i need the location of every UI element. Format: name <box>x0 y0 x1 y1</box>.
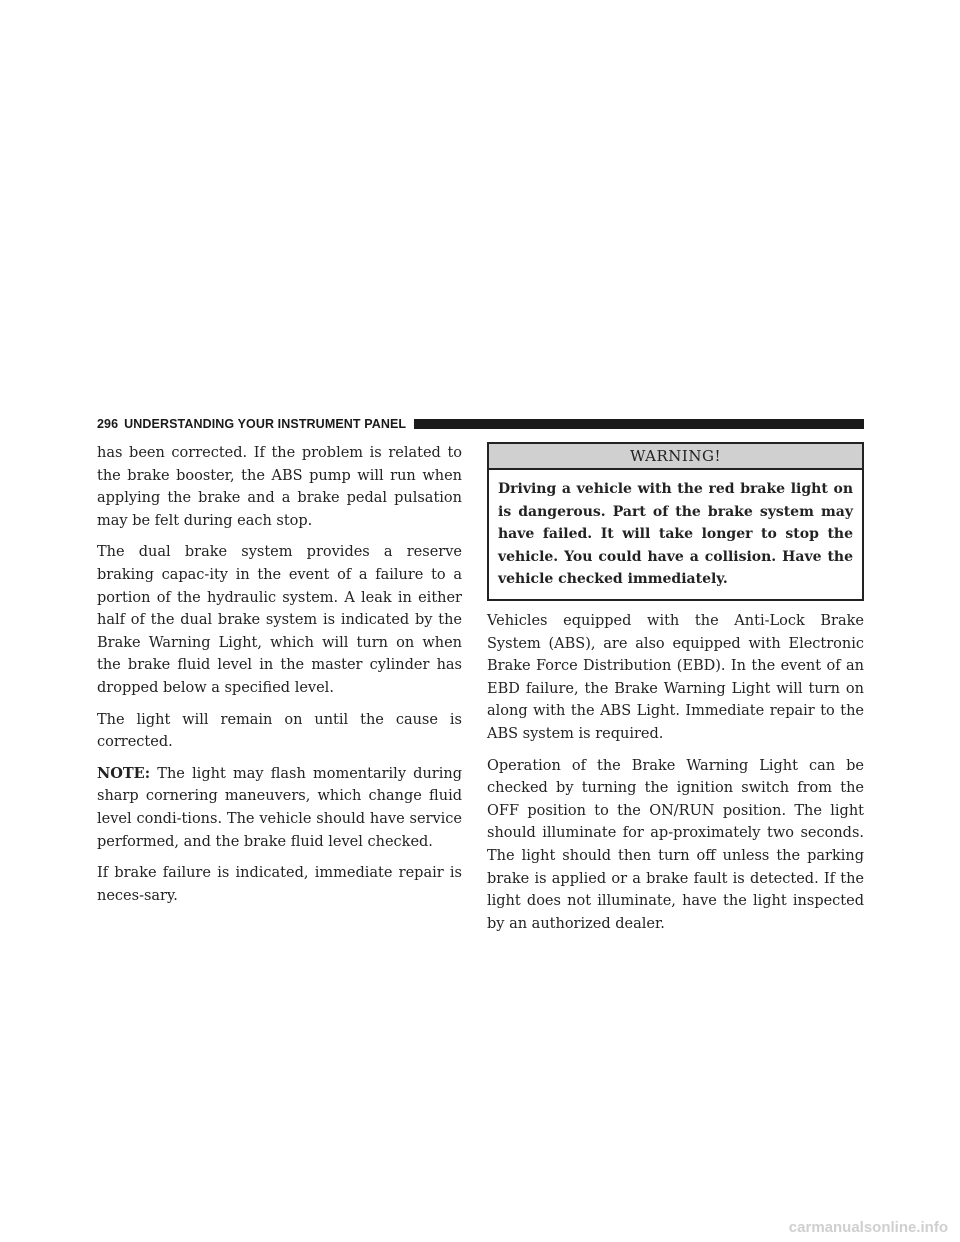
paragraph-brake-failure: If brake failure is indicated, immediate repair is neces-sary. <box>97 865 462 904</box>
warning-box <box>487 442 864 601</box>
note-paragraph <box>97 763 462 853</box>
page-number: 296 <box>97 417 119 431</box>
left-column <box>97 442 462 916</box>
paragraph-ebd: Vehicles equipped with the Anti-Lock Brake System (ABS), are also equipped with Electronic Brake Force Distribution (EBD). In the event of an EBD failure, the Brake Warning Light will turn on along with the ABS Light. Immediate repair to the ABS system is required. <box>487 612 864 742</box>
section-title: UNDERSTANDING YOUR INSTRUMENT PANEL <box>124 417 407 431</box>
header-rule <box>414 419 864 429</box>
note-label: NOTE: <box>97 764 151 782</box>
warning-body: Driving a vehicle with the red brake light on is dangerous. Part of the brake system may have failed. It will take longer to stop the vehicle. You could have a collision. Have the vehicle checked immediately. <box>498 481 853 588</box>
page-header <box>97 416 864 432</box>
paragraph-dual-brake-system: The dual brake system provides a reserve braking capac-ity in the event of a failure to a portion of the hydraulic system. A leak in either half of the dual brake system is indicated by the Brake Warning Light, which will turn on when the brake fluid level in the master cylinder has dropped below a specified level. <box>97 544 462 696</box>
paragraph-light-check: Operation of the Brake Warning Light can be checked by turning the ignition switch from the OFF position to the ON/RUN position. The light should illuminate for ap-proximately two seconds. The light should then turn off unless the parking brake is applied or a brake fault is detected. If the light does not illuminate, have the light inspected by an authorized dealer. <box>487 757 864 932</box>
paragraph-continuation: has been corrected. If the problem is related to the brake booster, the ABS pump will run when applying the brake and a brake pedal pulsation may be felt during each stop. <box>97 445 462 529</box>
paragraph-light-remains-on: The light will remain on until the cause is corrected. <box>97 711 462 751</box>
right-column <box>487 442 864 944</box>
note-text: The light may flash momentarily during sharp cornering maneuvers, which change fluid level condi-tions. The vehicle should have service performed, and the brake fluid level checked. <box>97 765 462 850</box>
warning-title: WARNING! <box>489 444 862 470</box>
watermark-text: carmanualsonline.info <box>788 1219 948 1236</box>
